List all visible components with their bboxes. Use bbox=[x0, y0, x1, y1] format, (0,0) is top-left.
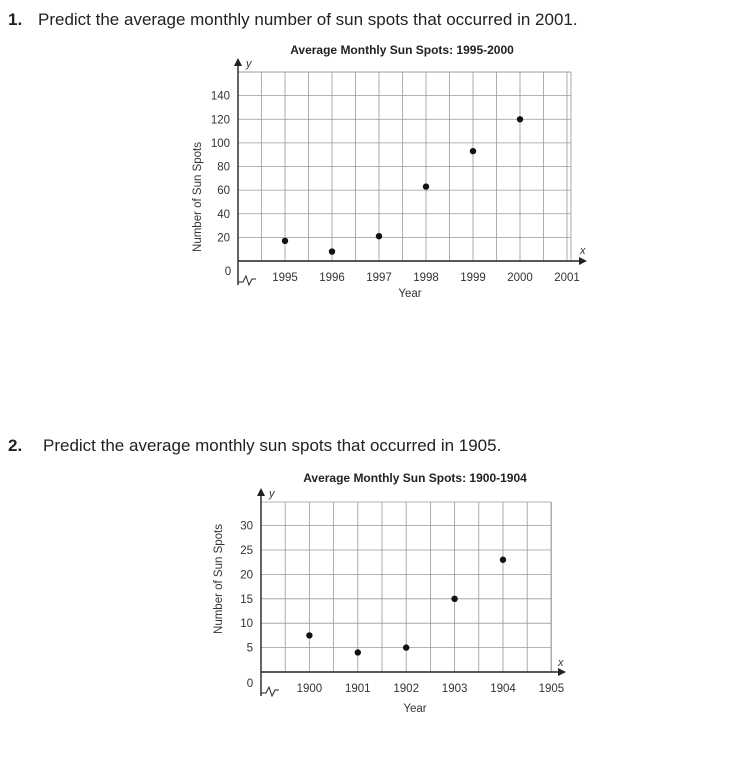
question-1-number: 1. bbox=[8, 10, 23, 29]
chart-2-axis-break bbox=[261, 687, 279, 696]
chart-2-y-tick-label: 10 bbox=[240, 618, 253, 631]
chart-1-x-tick-label: 2000 bbox=[507, 272, 533, 284]
chart-2-x-tick-label: 1905 bbox=[538, 683, 565, 695]
question-2-number: 2. bbox=[8, 436, 23, 455]
chart-1-x-tick-label: 2001 bbox=[554, 272, 580, 284]
chart-1-y-tick-label: 20 bbox=[217, 232, 230, 245]
chart-1-y-tick-label: 60 bbox=[217, 185, 230, 198]
chart-2-x-axis-label: Year bbox=[403, 703, 427, 715]
chart-2-origin-label: 0 bbox=[246, 678, 254, 690]
chart-1-x-tick-label: 1996 bbox=[319, 272, 345, 284]
chart-2-data-point bbox=[403, 644, 409, 650]
chart-1-y-axis-label: Number of Sun Spots bbox=[192, 142, 204, 252]
chart-2-data-point bbox=[306, 632, 312, 638]
question-2-text: Predict the average monthly sun spots that occurred in 1905. bbox=[43, 436, 502, 455]
chart-2-y-tick-label: 15 bbox=[240, 593, 253, 606]
chart-1-x-tick-label: 1998 bbox=[413, 272, 439, 284]
chart-2-y-axis-arrow bbox=[257, 488, 265, 496]
chart-1-y-tick-label: 40 bbox=[217, 208, 230, 221]
chart-1-y-variable: y bbox=[246, 58, 252, 70]
chart-1-axis-break bbox=[238, 276, 256, 285]
chart-1-x-tick-label: 1997 bbox=[366, 272, 392, 284]
chart-1-data-point bbox=[282, 238, 288, 244]
chart-2-x-tick-label: 1900 bbox=[296, 683, 323, 695]
chart-1-y-tick-label: 100 bbox=[210, 137, 230, 150]
chart-1-data-point bbox=[423, 183, 429, 189]
chart-1-data-point bbox=[517, 116, 523, 122]
chart-1-title: Average Monthly Sun Spots: 1995-2000 bbox=[290, 43, 514, 57]
chart-2-data-point bbox=[451, 596, 457, 602]
sunspot-chart-1900-1904 bbox=[0, 468, 756, 730]
chart-1-data-point bbox=[470, 148, 476, 154]
chart-1-origin-label: 0 bbox=[224, 266, 232, 278]
chart-2-x-variable: x bbox=[558, 657, 564, 669]
chart-1-x-axis-arrow bbox=[579, 257, 587, 265]
chart-1-x-tick-label: 1995 bbox=[272, 272, 298, 284]
chart-2-y-tick-label: 30 bbox=[240, 520, 253, 533]
chart-1-x-axis-label: Year bbox=[398, 288, 422, 300]
chart-1-data-point bbox=[376, 233, 382, 239]
question-1-text: Predict the average monthly number of sun spots that occurred in 2001. bbox=[38, 10, 578, 29]
sunspot-chart-1995-2000 bbox=[0, 40, 756, 310]
chart-1-y-tick-label: 80 bbox=[217, 161, 230, 174]
chart-1-data-point bbox=[329, 248, 335, 254]
chart-2-x-tick-label: 1901 bbox=[345, 683, 371, 695]
chart-2-y-axis-label: Number of Sun Spots bbox=[213, 524, 225, 634]
question-2 bbox=[8, 436, 501, 456]
chart-1-x-variable: x bbox=[580, 245, 586, 257]
chart-1-x-tick-label: 1999 bbox=[460, 272, 486, 284]
question-1 bbox=[8, 10, 578, 30]
chart-1-y-axis-arrow bbox=[234, 58, 242, 66]
chart-2-title: Average Monthly Sun Spots: 1900-1904 bbox=[303, 471, 527, 485]
chart-2-y-tick-label: 5 bbox=[246, 642, 253, 655]
chart-2-y-tick-label: 25 bbox=[240, 545, 253, 557]
chart-2-y-tick-label: 20 bbox=[240, 569, 253, 582]
chart-2-y-variable: y bbox=[269, 488, 275, 500]
chart-2-data-point bbox=[500, 557, 506, 563]
chart-2-data-point bbox=[355, 649, 361, 655]
chart-2-x-tick-label: 1904 bbox=[490, 683, 516, 695]
chart-2-x-tick-label: 1903 bbox=[441, 683, 468, 695]
chart-1-y-tick-label: 140 bbox=[210, 90, 230, 103]
chart-2-x-tick-label: 1902 bbox=[393, 683, 419, 695]
chart-2-x-axis-arrow bbox=[558, 668, 566, 676]
chart-1-y-tick-label: 120 bbox=[210, 114, 230, 127]
